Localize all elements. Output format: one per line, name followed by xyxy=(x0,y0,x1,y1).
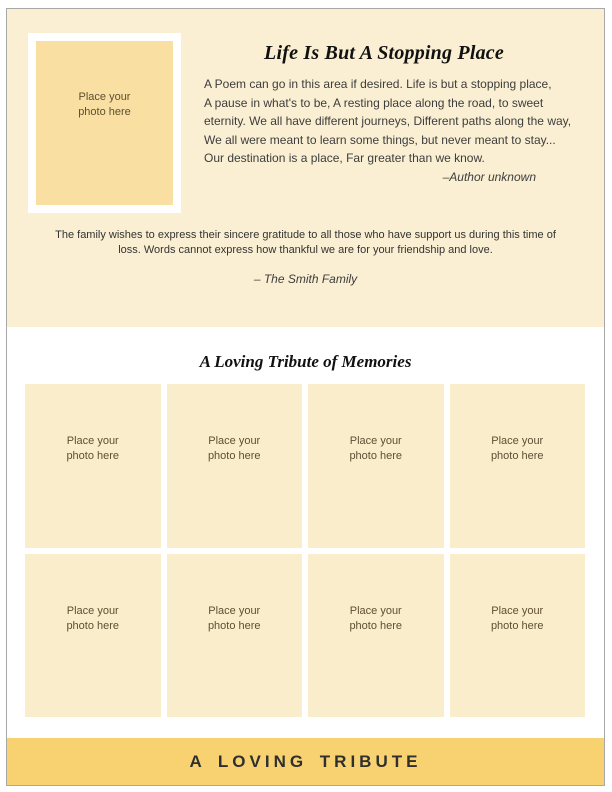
grid-photo-placeholder-8[interactable] xyxy=(450,554,586,718)
footer-banner xyxy=(7,738,604,785)
photo-placeholder-label-line1: Place your xyxy=(208,435,261,448)
photo-placeholder-label xyxy=(308,604,444,634)
family-signature: – The Smith Family xyxy=(253,272,358,286)
photo-placeholder-label-line1: Place your xyxy=(491,604,544,617)
photo-placeholder-label-line2: photo here xyxy=(207,619,261,632)
photo-placeholder-label-line1: Place your xyxy=(349,604,402,617)
photo-placeholder-label-line2: photo here xyxy=(207,450,261,463)
photo-placeholder-label-line2: photo here xyxy=(490,619,544,632)
photo-placeholder-label-line1: Place your xyxy=(349,435,402,448)
grid-photo-placeholder-4[interactable] xyxy=(450,384,586,548)
poem-title: Life Is But A Stopping Place xyxy=(264,42,504,64)
poem-line: A Poem can go in this area if desired. Life is but a stopping place, xyxy=(204,77,552,91)
poem-line: eternity. We all have different journeys, Different paths along the way, xyxy=(204,114,572,129)
photo-grid xyxy=(25,384,585,717)
grid-photo-placeholder-7[interactable] xyxy=(308,554,444,718)
photo-placeholder-label-line2: photo here xyxy=(78,105,131,118)
memories-title: A Loving Tribute of Memories xyxy=(199,352,412,371)
photo-placeholder-label-line1: Place your xyxy=(208,604,261,617)
photo-placeholder-label xyxy=(450,434,586,464)
photo-placeholder-label-line1: Place your xyxy=(78,90,131,103)
poem-column xyxy=(204,42,572,184)
photo-placeholder-label-line2: photo here xyxy=(66,619,120,632)
main-photo-placeholder-area xyxy=(36,41,173,205)
poem-line: Our destination is a place, Far greater than we know. xyxy=(204,151,485,166)
grid-photo-placeholder-1[interactable] xyxy=(25,384,161,548)
photo-placeholder-label xyxy=(308,434,444,464)
grid-photo-placeholder-2[interactable] xyxy=(167,384,303,548)
poem-text xyxy=(204,75,572,168)
photo-placeholder-label-line2: photo here xyxy=(349,619,403,632)
gratitude-line: loss. Words cannot express how thankful we are for your friendship and love. xyxy=(118,244,493,256)
poem-section xyxy=(7,9,604,327)
grid-photo-placeholder-5[interactable] xyxy=(25,554,161,718)
main-photo-placeholder[interactable] xyxy=(28,33,181,213)
photo-placeholder-label xyxy=(25,604,161,634)
photo-placeholder-label-line2: photo here xyxy=(490,450,544,463)
photo-placeholder-label xyxy=(36,90,173,120)
photo-placeholder-label-line2: photo here xyxy=(66,450,120,463)
photo-placeholder-label-line2: photo here xyxy=(349,450,403,463)
page-border-frame xyxy=(6,8,605,786)
poem-attribution: –Author unknown xyxy=(442,169,536,184)
photo-placeholder-label xyxy=(25,434,161,464)
footer-banner-text: A LOVING TRIBUTE xyxy=(189,751,422,771)
poem-line: A pause in what's to be, A resting place along the road, to sweet xyxy=(204,95,544,110)
grid-photo-placeholder-6[interactable] xyxy=(167,554,303,718)
photo-placeholder-label-line1: Place your xyxy=(66,604,119,617)
gratitude-message xyxy=(7,228,604,258)
gratitude-line: The family wishes to express their sincere gratitude to all those who have support us during this time of xyxy=(55,229,556,241)
photo-placeholder-label xyxy=(167,434,303,464)
photo-placeholder-label xyxy=(450,604,586,634)
photo-placeholder-label-line1: Place your xyxy=(491,435,544,448)
poem-line: We all were meant to learn some things, but never meant to stay... xyxy=(204,132,556,147)
grid-photo-placeholder-3[interactable] xyxy=(308,384,444,548)
photo-placeholder-label xyxy=(167,604,303,634)
photo-placeholder-label-line1: Place your xyxy=(66,435,119,448)
